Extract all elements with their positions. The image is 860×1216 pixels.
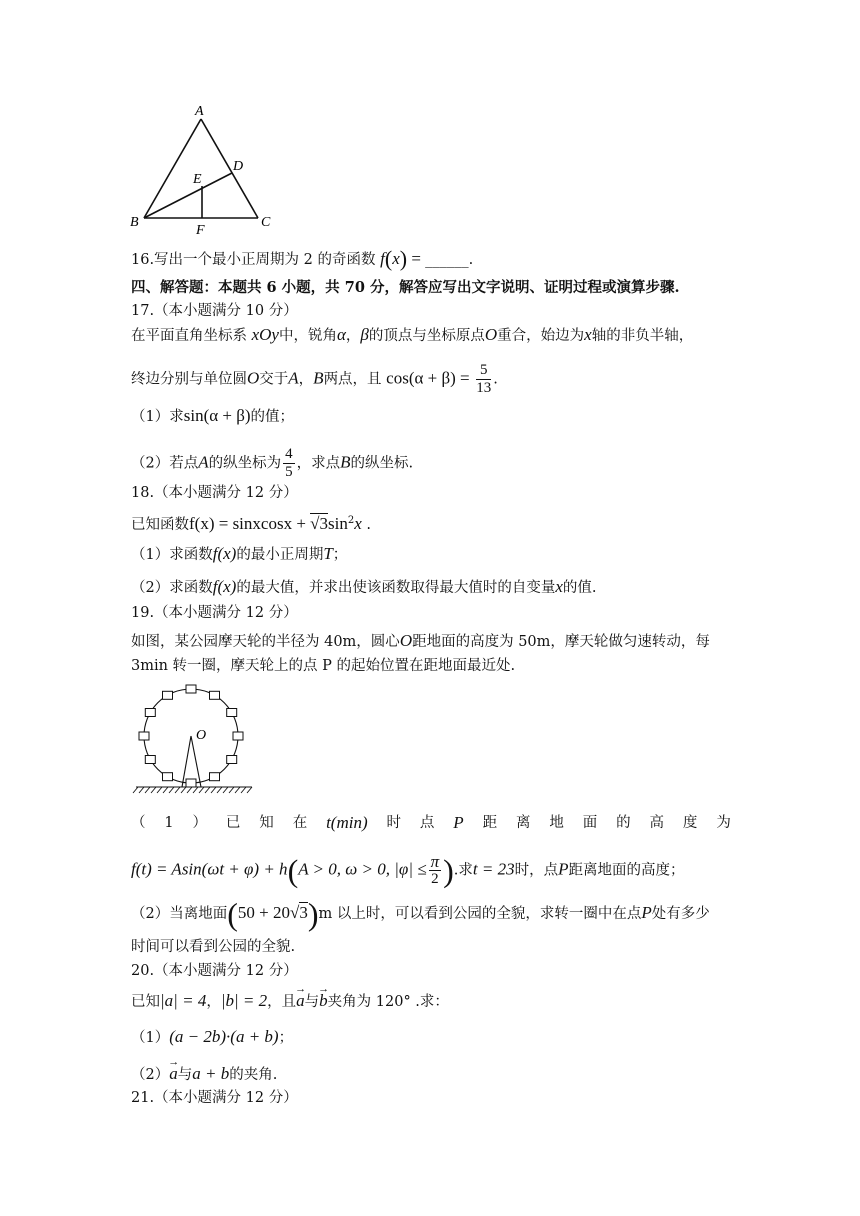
q19-line2: 3min 转一圈，摩天轮上的点 P 的起始位置在距地面最近处. bbox=[131, 658, 516, 674]
q18-part1: （1）求函数f(x)的最小正周期T； bbox=[131, 544, 348, 563]
hatch-stroke bbox=[187, 787, 192, 793]
cabin bbox=[210, 773, 220, 781]
q17-part2-fraction: $\frac{4}{5}$ bbox=[285, 446, 293, 480]
q17-part1: （1）求sin(α + β)的值； bbox=[131, 406, 295, 425]
hatch-stroke bbox=[235, 787, 240, 793]
q17-part2: （2）若点A的纵坐标为 $\frac{4}{5}$ ，求点B的纵坐标. bbox=[131, 446, 414, 480]
ground-hatch bbox=[133, 787, 252, 793]
cabin bbox=[163, 773, 173, 781]
q16-blank[interactable]: ______ bbox=[425, 252, 469, 268]
hatch-stroke bbox=[211, 787, 216, 793]
cabin bbox=[233, 732, 243, 740]
hatch-stroke bbox=[223, 787, 228, 793]
hatch-stroke bbox=[169, 787, 174, 793]
section4-title: 四、解答题：本题共 6 小题，共 70 分，解答应写出文字说明、证明过程或演算步骤. bbox=[131, 279, 680, 296]
cabin bbox=[163, 691, 173, 699]
hatch-stroke bbox=[199, 787, 204, 793]
hatch-stroke bbox=[205, 787, 210, 793]
hatch-stroke bbox=[139, 787, 144, 793]
cabin bbox=[186, 685, 196, 693]
hatch-stroke bbox=[163, 787, 168, 793]
label-d: D bbox=[233, 159, 244, 174]
q19-header: 19.（本小题满分 12 分） bbox=[131, 605, 298, 621]
q17-line1: 在平面直角坐标系 xOy中，锐角α，β的顶点与坐标原点O重合，始边为x轴的非负半轴， bbox=[131, 325, 694, 344]
label-a: A bbox=[195, 104, 204, 119]
cabin bbox=[145, 756, 155, 764]
hatch-stroke bbox=[241, 787, 246, 793]
hatch-stroke bbox=[181, 787, 186, 793]
q19-part2-line1: （2）当离地面(50 + 20√3)m 以上时，可以看到公园的全貌，求转一圈中在点P处有多少 bbox=[131, 896, 710, 932]
q19-line1: 如图，某公园摩天轮的半径为 40m，圆心O距地面的高度为 50m，摩天轮做匀速转动，每 bbox=[131, 631, 710, 650]
triangle-figure bbox=[128, 102, 278, 234]
pi-over-2-fraction: $\frac{\pi}{2}$ bbox=[430, 852, 440, 887]
q17-cos-expr: cos(α + β) = bbox=[386, 368, 470, 388]
q19-part1-line1: （ 1 ） 已 知 在 t(min) 时 点 P 距 离 地 面 的 高 度 为 bbox=[131, 813, 731, 832]
q20-header: 20.（本小题满分 12 分） bbox=[131, 963, 298, 979]
cabin bbox=[186, 779, 196, 787]
q18-header: 18.（本小题满分 12 分） bbox=[131, 485, 298, 501]
label-c: C bbox=[261, 215, 271, 230]
ferris-wheel-figure bbox=[132, 680, 256, 804]
hatch-stroke bbox=[145, 787, 150, 793]
hatch-stroke bbox=[133, 787, 138, 793]
hatch-stroke bbox=[151, 787, 156, 793]
cabin bbox=[227, 709, 237, 717]
label-f: F bbox=[196, 223, 205, 234]
q18-part2: （2）求函数f(x)的最大值，并求出使该函数取得最大值时的自变量x的值. bbox=[131, 577, 597, 596]
q19-part2-line2: 时间可以看到公园的全貌. bbox=[131, 939, 296, 955]
cabin bbox=[210, 691, 220, 699]
q20-line1: 已知|a| = 4，|b| = 2，且→ a与→ b夹角为 120° .求： bbox=[131, 991, 449, 1012]
hatch-stroke bbox=[193, 787, 198, 793]
label-b: B bbox=[130, 215, 139, 230]
q16-line: 16.写出一个最小正周期为 2 的奇函数 f(x) = ______. bbox=[131, 246, 474, 271]
hatch-stroke bbox=[217, 787, 222, 793]
q20-part2: （2）→ a与a + b的夹角. bbox=[131, 1064, 277, 1085]
q17-header: 17.（本小题满分 10 分） bbox=[131, 303, 298, 319]
wheel-center-label: O bbox=[196, 728, 207, 743]
cabin bbox=[227, 756, 237, 764]
cabin bbox=[145, 709, 155, 717]
side-ac bbox=[201, 119, 258, 218]
q21-header: 21.（本小题满分 12 分） bbox=[131, 1090, 298, 1106]
hatch-stroke bbox=[247, 787, 252, 793]
cabin bbox=[139, 732, 149, 740]
q17-line2: 终边分别与单位圆O交于A，B两点，且 cos(α + β) = $\frac{5}{13}$ . bbox=[131, 362, 498, 396]
q18-line1: 已知函数f(x) = sinxcosx + $√3\sin^2x$ . bbox=[131, 513, 371, 533]
hatch-stroke bbox=[229, 787, 234, 793]
hatch-stroke bbox=[157, 787, 162, 793]
q17-fraction: $\frac{5}{13}$ bbox=[476, 362, 492, 396]
q19-part1-line2: f(t) = Asin(ωt + φ) + h(A > 0, ω > 0, |φ| ≤ $\frac{\pi}{2}$ ).求t = 23时，点P距离地面的高度； bbox=[131, 852, 685, 889]
q20-part1: （1）(a − 2b)·(a + b)； bbox=[131, 1027, 294, 1046]
label-e: E bbox=[193, 172, 202, 187]
hatch-stroke bbox=[175, 787, 180, 793]
